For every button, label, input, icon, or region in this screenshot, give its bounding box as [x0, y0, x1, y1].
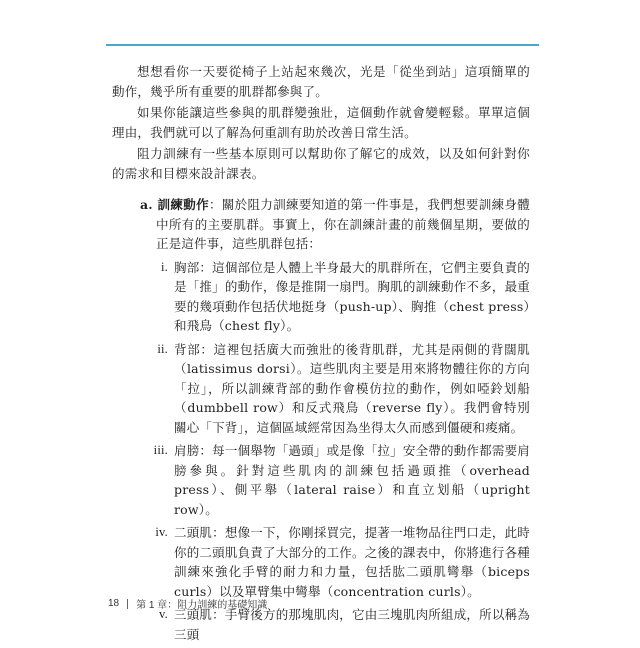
page-number: 18: [108, 598, 120, 609]
section-label: a. 訓練動作: [140, 197, 209, 212]
page-body: [112, 62, 530, 648]
item-text: 三頭肌：手臂後方的那塊肌肉，它由三塊肌肉所組成，所以稱為三頭: [174, 607, 530, 642]
list-item: [140, 258, 530, 336]
paragraph: 想想看你一天要從椅子上站起來幾次，光是「從坐到站」這項簡單的動作，幾乎所有重要的肌群都參與了。: [112, 64, 530, 99]
section-heading: [140, 195, 530, 254]
list-item: [140, 441, 530, 519]
item-number: iii.: [153, 443, 168, 457]
training-movements-section: [112, 195, 530, 644]
paragraph: 如果你能讓這些參與的肌群變強壯，這個動作就會變輕鬆。單單這個理由，我們就可以了解為何重訓有助於改善日常生活。: [112, 105, 530, 140]
section-intro: ：關於阻力訓練要知道的第一件事是，我們想要訓練身體中所有的主要肌群。事實上，你在訓練計畫的前幾個星期，要做的正是這件事，這些肌群包括：: [156, 197, 530, 251]
chapter-title: 第 1 章：阻力訓練的基礎知識: [136, 600, 268, 611]
item-number: iv.: [155, 525, 168, 539]
top-divider: [106, 44, 539, 46]
item-number: ii.: [157, 341, 168, 356]
item-text: 胸部：這個部位是人體上半身最大的肌群所在，它們主要負責的是「推」的動作，像是推開一扇門。胸肌的訓練動作不多，最重要的幾項動作包括伏地挺身（push-up）、胸推（chest press）和飛鳥（chest fly）。: [174, 259, 530, 333]
item-text: 二頭肌：想像一下，你剛採買完，提著一堆物品往門口走，此時你的二頭肌負責了大部分的工作。之後的課表中，你將進行各種訓練來強化手臂的耐力和力量，包括肱二頭肌彎舉（biceps curls）以及單臂集中彎舉（concentration curls）。: [174, 525, 530, 599]
list-item: [140, 523, 530, 601]
page-footer: [108, 596, 267, 611]
footer-divider: [127, 599, 128, 609]
item-number: i.: [161, 259, 168, 274]
list-item: [140, 340, 530, 438]
item-text: 背部：這裡包括廣大而強壯的後背肌群，尤其是兩側的背闊肌（latissimus dorsi）。這些肌肉主要是用來將物體往你的方向「拉」，所以訓練背部的動作會模仿拉的動作，例如啞鈴划船（dumbbell row）和反式飛鳥（reverse fly）。我們會特別關心「下背」，這個區域經常因為坐得太久而感到僵硬和痠痛。: [174, 341, 530, 435]
item-number: v.: [159, 607, 168, 621]
muscle-group-list: [140, 258, 530, 645]
paragraph: 阻力訓練有一些基本原則可以幫助你了解它的成效，以及如何針對你的需求和目標來設計課表。: [112, 146, 530, 181]
item-text: 肩膀：每一個舉物「過頭」或是像「拉」安全帶的動作都需要肩膀參與。針對這些肌肉的訓練包括過頭推（overhead press）、側平舉（lateral raise）和直立划船（upright row）。: [174, 443, 530, 517]
